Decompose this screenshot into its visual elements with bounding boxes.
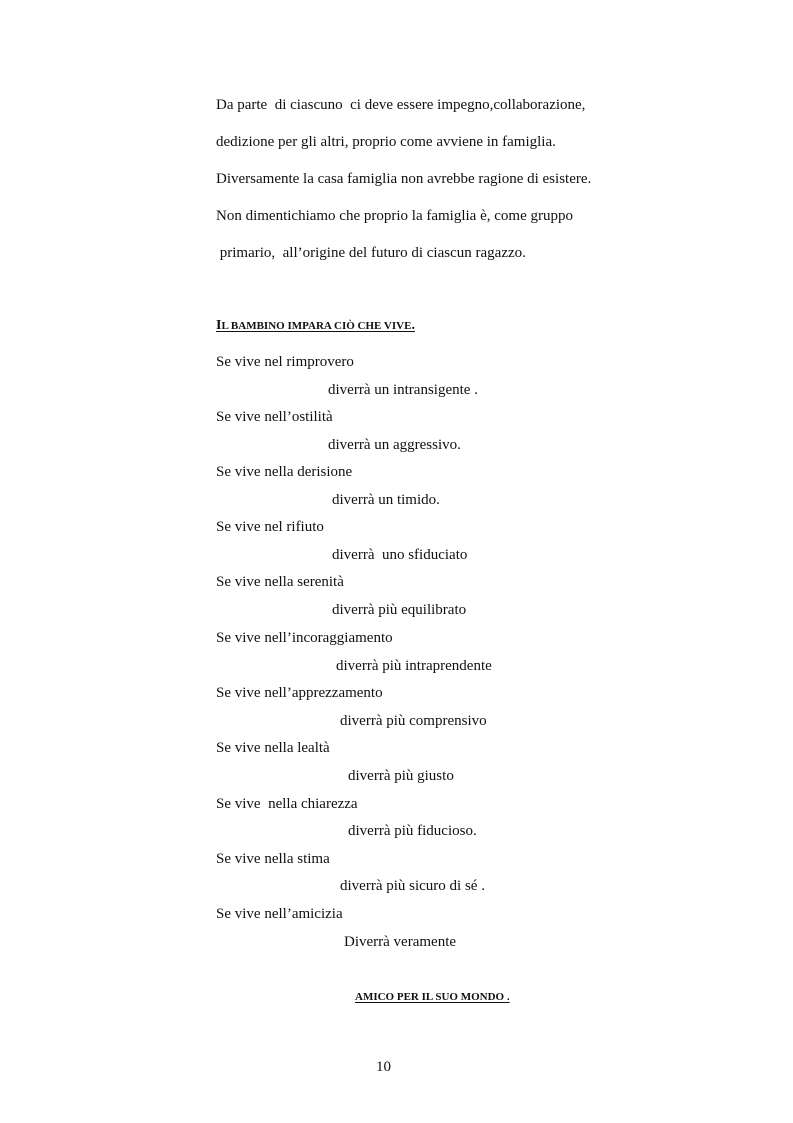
poem-title-rest: L BAMBINO IMPARA CIÒ CHE VIVE <box>221 320 412 332</box>
poem-closing: AMICO PER IL SUO MONDO . <box>355 991 510 1003</box>
poem-condition-5: Se vive nella serenità <box>216 574 344 590</box>
poem-condition-10: Se vive nella stima <box>216 851 330 867</box>
intro-line-1: Da parte di ciascuno ci deve essere impegno,collaborazione, <box>216 97 586 113</box>
poem-condition-7: Se vive nell’apprezzamento <box>216 685 383 701</box>
intro-line-3: Diversamente la casa famiglia non avrebbe ragione di esistere. <box>216 171 592 187</box>
poem-result-7: diverrà più comprensivo <box>340 713 487 729</box>
poem-result-5: diverrà più equilibrato <box>332 602 467 618</box>
poem-result-8: diverrà più giusto <box>348 768 454 784</box>
intro-line-5: primario, all’origine del futuro di ciascun ragazzo. <box>216 245 526 261</box>
poem-title-end: . <box>411 318 415 333</box>
poem-result-10: diverrà più sicuro di sé . <box>340 878 485 894</box>
poem-condition-2: Se vive nell’ostilità <box>216 409 333 425</box>
poem-result-3: diverrà un timido. <box>332 492 440 508</box>
poem-result-11: Diverrà veramente <box>344 934 457 950</box>
page-number: 10 <box>376 1059 391 1075</box>
poem-condition-3: Se vive nella derisione <box>216 464 353 480</box>
poem-result-6: diverrà più intraprendente <box>336 658 492 674</box>
intro-line-4: Non dimentichiamo che proprio la famiglia è, come gruppo <box>216 208 573 224</box>
poem-title-initial: I <box>216 318 222 333</box>
poem-condition-8: Se vive nella lealtà <box>216 740 330 756</box>
poem-condition-6: Se vive nell’incoraggiamento <box>216 630 393 646</box>
poem-title <box>216 316 415 334</box>
poem-condition-4: Se vive nel rifiuto <box>216 519 324 535</box>
intro-line-2: dedizione per gli altri, proprio come avviene in famiglia. <box>216 134 556 150</box>
poem-result-1: diverrà un intransigente . <box>328 382 478 398</box>
poem-result-4: diverrà uno sfiduciato <box>332 547 468 563</box>
poem-condition-11: Se vive nell’amicizia <box>216 906 343 922</box>
poem-result-2: diverrà un aggressivo. <box>328 437 461 453</box>
poem-condition-1: Se vive nel rimprovero <box>216 354 354 370</box>
poem-result-9: diverrà più fiducioso. <box>348 823 477 839</box>
poem-condition-9: Se vive nella chiarezza <box>216 796 358 812</box>
